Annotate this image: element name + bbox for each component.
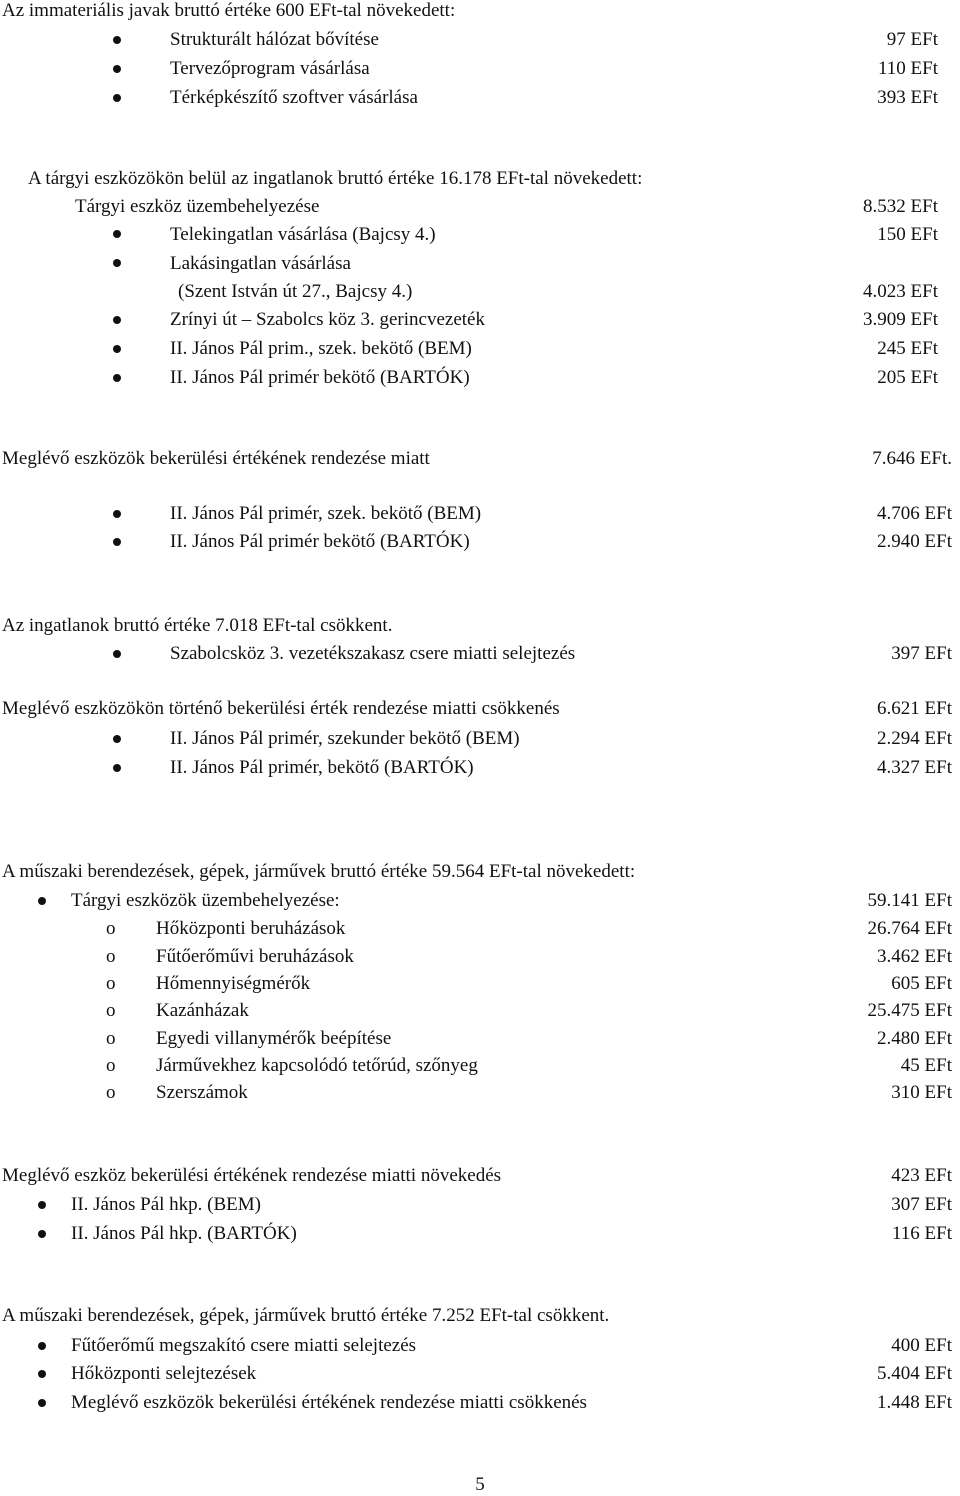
bullet-icon [113, 510, 121, 518]
sub-list-item-label: Egyedi villanymérők beépítése [156, 1028, 392, 1049]
section-heading: Az immateriális javak bruttó értéke 600 EFt-tal növekedett: [2, 0, 456, 21]
list-item-value: 110 EFt [878, 58, 938, 79]
bullet-icon [38, 1201, 46, 1209]
list-item-label: Hőközponti selejtezések [71, 1363, 257, 1384]
section-value: 7.646 EFt. [872, 448, 952, 469]
list-item-value: 4.327 EFt [877, 757, 952, 778]
bullet-icon [113, 316, 121, 324]
sub-list-item-label: Fűtőerőművi beruházások [156, 946, 354, 967]
bullet-icon [113, 345, 121, 353]
list-item-value: 150 EFt [877, 224, 938, 245]
list-item-value: 2.294 EFt [877, 728, 952, 749]
sub-list-item-value: 25.475 EFt [867, 1000, 952, 1021]
list-item-value: 5.404 EFt [877, 1363, 952, 1384]
sub-list-item-value: 310 EFt [891, 1082, 952, 1103]
list-item-label: Zrínyi út – Szabolcs köz 3. gerincvezeték [170, 309, 485, 330]
section-heading: Meglévő eszköz bekerülési értékének rendezése miatti növekedés [2, 1165, 502, 1186]
bullet-icon [113, 65, 121, 73]
list-item-label: Térképkészítő szoftver vásárlása [170, 87, 418, 108]
sub-heading: Meglévő eszközökön történő bekerülési érték rendezése miatti csökkenés [2, 698, 560, 719]
list-item-label: Meglévő eszközök bekerülési értékének rendezése miatti csökkenés [71, 1392, 587, 1413]
sub-list-item-label: Hőmennyiségmérők [156, 973, 311, 994]
bullet-icon [113, 735, 121, 743]
circle-bullet-icon: o [106, 1028, 116, 1049]
sub-list-item-value: 3.462 EFt [877, 946, 952, 967]
bullet-icon [113, 538, 121, 546]
bullet-icon [38, 1370, 46, 1378]
bullet-icon [113, 650, 121, 658]
list-item-label: II. János Pál prim., szek. bekötő (BEM) [170, 338, 472, 359]
section-value: 423 EFt [891, 1165, 952, 1186]
bullet-icon [38, 897, 46, 905]
list-item-label: II. János Pál hkp. (BEM) [71, 1194, 261, 1215]
sub-list-item-label: Hőközponti beruházások [156, 918, 346, 939]
list-item-label: Strukturált hálózat bővítése [170, 29, 379, 50]
section-heading: A műszaki berendezések, gépek, járművek bruttó értéke 7.252 EFt-tal csökkent. [2, 1305, 610, 1326]
sub-heading-value: 8.532 EFt [863, 196, 938, 217]
list-item-label: Telekingatlan vásárlása (Bajcsy 4.) [170, 224, 436, 245]
sub-list-item-label: Szerszámok [156, 1082, 248, 1103]
sub-list-item-value: 605 EFt [891, 973, 952, 994]
list-item-label: Fűtőerőmű megszakító csere miatti selejtezés [71, 1335, 417, 1356]
list-item-label: Lakásingatlan vásárlása [170, 253, 351, 274]
circle-bullet-icon: o [106, 1000, 116, 1021]
list-item-value: 205 EFt [877, 367, 938, 388]
bullet-icon [113, 374, 121, 382]
list-item-value: 2.940 EFt [877, 531, 952, 552]
list-item-label: II. János Pál primér bekötő (BARTÓK) [170, 531, 470, 552]
bullet-icon [113, 230, 121, 238]
list-item-value: 393 EFt [877, 87, 938, 108]
bullet-icon [113, 764, 121, 772]
list-item-label: II. János Pál primér, szek. bekötő (BEM) [170, 503, 482, 524]
bullet-icon [38, 1342, 46, 1350]
list-item-value: 400 EFt [891, 1335, 952, 1356]
sub-list-item-value: 26.764 EFt [867, 918, 952, 939]
section-heading: Az ingatlanok bruttó értéke 7.018 EFt-tal csökkent. [2, 615, 393, 636]
section-heading: Meglévő eszközök bekerülési értékének rendezése miatt [2, 448, 430, 469]
section-heading: A műszaki berendezések, gépek, járművek bruttó értéke 59.564 EFt-tal növekedett: [2, 861, 636, 882]
list-item-value: 1.448 EFt [877, 1392, 952, 1413]
list-item-value: 245 EFt [877, 338, 938, 359]
circle-bullet-icon: o [106, 946, 116, 967]
list-item-label: Tárgyi eszközök üzembehelyezése: [71, 890, 340, 911]
list-item-label: II. János Pál hkp. (BARTÓK) [71, 1223, 297, 1244]
sub-list-item-label: Járművekhez kapcsolódó tetőrúd, szőnyeg [156, 1055, 478, 1076]
list-item-value: 4.023 EFt [863, 281, 938, 302]
circle-bullet-icon: o [106, 973, 116, 994]
circle-bullet-icon: o [106, 918, 116, 939]
bullet-icon [38, 1230, 46, 1238]
circle-bullet-icon: o [106, 1082, 116, 1103]
list-item-label: Tervezőprogram vásárlása [170, 58, 370, 79]
bullet-icon [38, 1399, 46, 1407]
list-item-label: II. János Pál primér, szekunder bekötő (BEM) [170, 728, 520, 749]
list-item-value: 3.909 EFt [863, 309, 938, 330]
list-item-label: II. János Pál primér, bekötő (BARTÓK) [170, 757, 474, 778]
list-item-value: 307 EFt [891, 1194, 952, 1215]
circle-bullet-icon: o [106, 1055, 116, 1076]
sub-list-item-value: 2.480 EFt [877, 1028, 952, 1049]
page-number: 5 [475, 1474, 485, 1495]
list-item-value: 97 EFt [886, 29, 938, 50]
list-item-label: Szabolcsköz 3. vezetékszakasz csere miatti selejtezés [170, 643, 576, 664]
sub-heading: Tárgyi eszköz üzembehelyezése [75, 196, 320, 217]
list-item-value: 116 EFt [892, 1223, 952, 1244]
list-item-value: 59.141 EFt [867, 890, 952, 911]
bullet-icon [113, 94, 121, 102]
section-heading: A tárgyi eszközökön belül az ingatlanok bruttó értéke 16.178 EFt-tal növekedett: [28, 168, 643, 189]
sub-list-item-label: Kazánházak [156, 1000, 249, 1021]
sub-list-item-value: 45 EFt [900, 1055, 952, 1076]
list-item-value: 4.706 EFt [877, 503, 952, 524]
bullet-icon [113, 259, 121, 267]
list-item-label: II. János Pál primér bekötő (BARTÓK) [170, 367, 470, 388]
list-item-value: 397 EFt [891, 643, 952, 664]
bullet-icon [113, 36, 121, 44]
sub-heading-value: 6.621 EFt [877, 698, 952, 719]
list-item-label-continued: (Szent István út 27., Bajcsy 4.) [178, 281, 413, 302]
